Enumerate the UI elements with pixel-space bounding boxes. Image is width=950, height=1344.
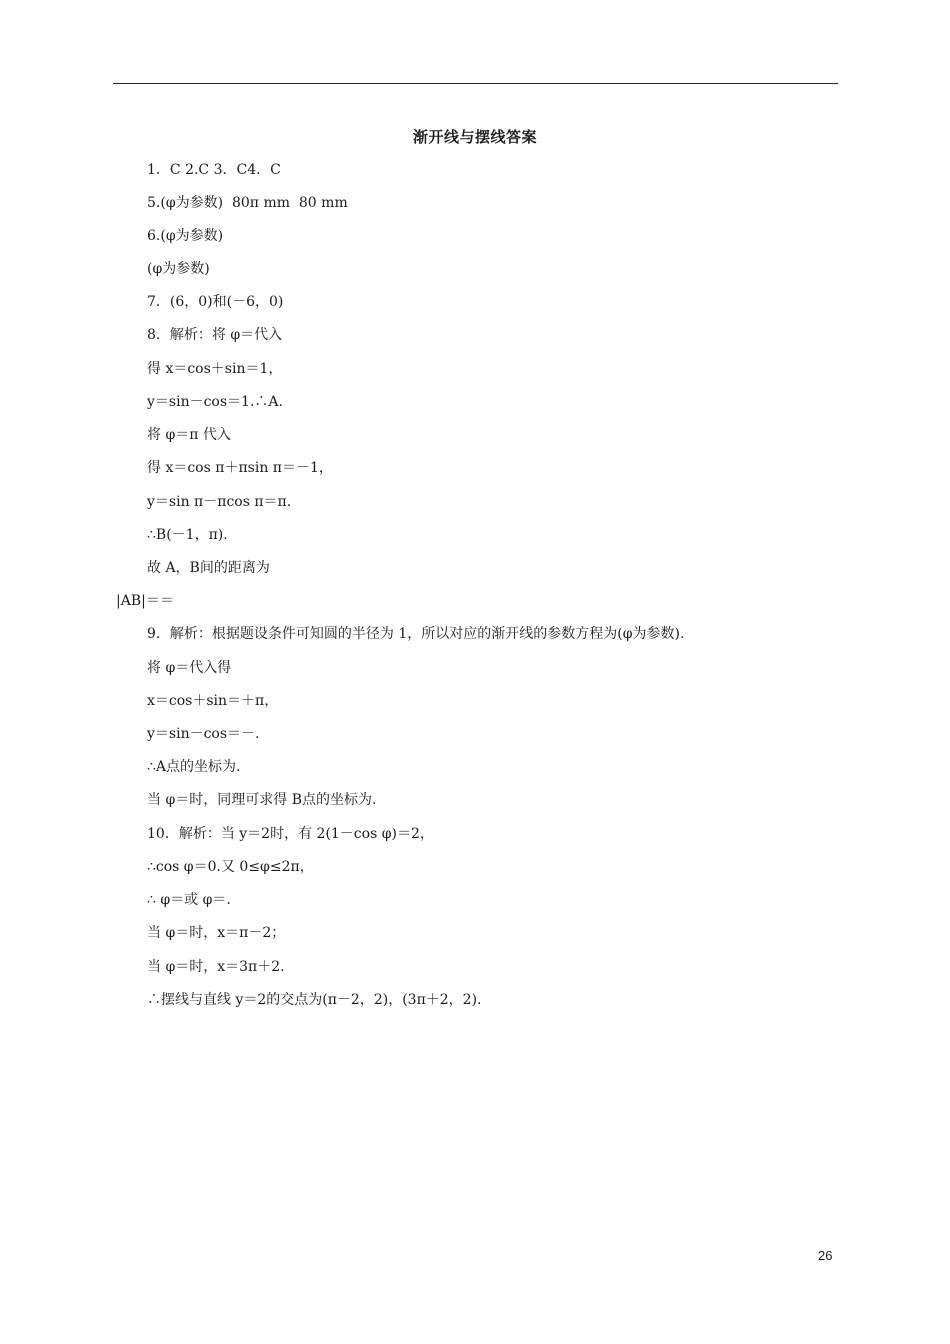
answer-line-8d: 得 x＝cos π＋πsin π＝－1， (147, 460, 333, 476)
answer-line-8c: 将 φ＝π 代入 (147, 427, 231, 443)
page-title: 渐开线与摆线答案 (412, 128, 537, 146)
answer-line-9a: 将 φ＝代入得 (147, 660, 232, 676)
answer-line-8f: ∴B(－1，π). (147, 527, 228, 543)
answer-line-9d: ∴A点的坐标为. (147, 759, 241, 775)
answer-line-9: 9．解析：根据题设条件可知圆的半径为 1，所以对应的渐开线的参数方程为(φ为参数). (147, 626, 685, 642)
answer-line-8: 8．解析：将 φ＝代入 (147, 327, 283, 343)
answer-line-8b: y＝sin－cos＝1.∴A. (147, 394, 283, 410)
answer-line-10b: ∴ φ＝或 φ＝. (147, 892, 231, 908)
answer-line-10a: ∴cos φ＝0.又 0≤φ≤2π， (147, 859, 314, 875)
answer-line-10e: ∴摆线与直线 y＝2的交点为(π－2，2)，(3π＋2，2). (147, 992, 482, 1008)
answer-line-8h: |AB|＝＝ (116, 593, 174, 609)
answer-line-9c: y＝sin－cos＝－. (147, 726, 260, 742)
answer-line-1: 1．C 2.C 3．C4．C (147, 162, 281, 178)
answer-line-6b: (φ为参数) (147, 261, 210, 277)
answer-line-6: 6.(φ为参数) (147, 228, 224, 244)
answer-line-9e: 当 φ＝时，同理可求得 B点的坐标为. (147, 792, 377, 808)
answer-line-7: 7．(6，0)和(－6，0) (147, 294, 284, 310)
answer-line-8g: 故 A，B间的距离为 (147, 560, 270, 576)
page-number: 26 (818, 1248, 833, 1263)
answer-line-10: 10．解析：当 y＝2时，有 2(1－cos φ)＝2， (147, 826, 434, 842)
answer-line-8e: y＝sin π－πcos π＝π. (147, 494, 292, 510)
answer-line-8a: 得 x＝cos＋sin＝1， (147, 361, 283, 377)
answer-line-10d: 当 φ＝时，x＝3π＋2. (147, 959, 285, 975)
answer-line-10c: 当 φ＝时，x＝π－2； (147, 925, 286, 941)
answer-line-9b: x＝cos＋sin＝＋π， (147, 693, 279, 709)
header-rule (113, 83, 838, 84)
answer-line-5: 5.(φ为参数) 80π mm 80 mm (147, 195, 348, 211)
